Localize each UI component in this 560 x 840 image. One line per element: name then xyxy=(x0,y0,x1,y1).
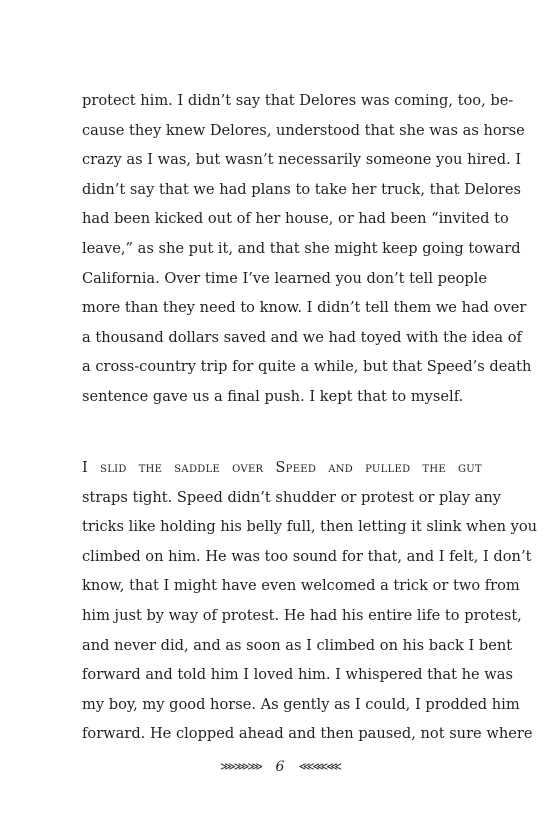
text-line: climbed on him. He was too sound for that, and I felt, I don’t xyxy=(82,547,532,565)
text-line: and never did, and as soon as I climbed on his back I bent xyxy=(82,636,513,654)
text-line: him just by way of protest. He had his entire life to protest, xyxy=(82,606,522,624)
text-line: protect him. I didn’t say that Delores was coming, too, be- xyxy=(82,92,514,109)
text-line: cause they knew Delores, understood that she was as horse xyxy=(82,121,525,139)
text-line: crazy as I was, but wasn’t necessarily someone you hired. I xyxy=(82,151,522,169)
text-line: California. Over time I’ve learned you don’t tell people xyxy=(82,269,488,287)
paragraph-2 xyxy=(82,453,538,749)
text-line: know, that I might have even welcomed a trick or two from xyxy=(82,577,520,595)
ornament-left-icon: ⋙⋙⋙ xyxy=(220,760,262,773)
text-line: didn’t say that we had plans to take her truck, that Delores xyxy=(82,180,522,198)
text-line: sentence gave us a final push. I kept that to myself. xyxy=(82,387,464,405)
page-number: 6 xyxy=(275,759,285,775)
page-footer xyxy=(0,757,560,777)
text-line: forward and told him I loved him. I whispered that he was xyxy=(82,666,513,684)
text-line: leave,” as she put it, and that she might keep going toward xyxy=(82,239,521,257)
text-line: a cross-country trip for quite a while, but that Speed’s death xyxy=(82,358,532,376)
paragraph-1 xyxy=(82,86,532,412)
text-line: a thousand dollars saved and we had toyed with the idea of xyxy=(82,328,522,346)
text-line: had been kicked out of her house, or had been “invited to xyxy=(82,210,509,228)
ornament-right-icon: ⋘⋘⋘ xyxy=(298,760,340,773)
text-line: my boy, my good horse. As gently as I could, I prodded him xyxy=(82,695,520,713)
text-line: straps tight. Speed didn’t shudder or protest or play any xyxy=(82,488,501,506)
text-line: more than they need to know. I didn’t tell them we had over xyxy=(82,299,527,317)
text-line: forward. He clopped ahead and then paused, not sure where xyxy=(82,725,533,743)
text-line: tricks like holding his belly full, then letting it slink when you xyxy=(82,518,538,536)
section-lead-in: I slid the saddle over Speed and pulled the gut xyxy=(82,459,482,476)
